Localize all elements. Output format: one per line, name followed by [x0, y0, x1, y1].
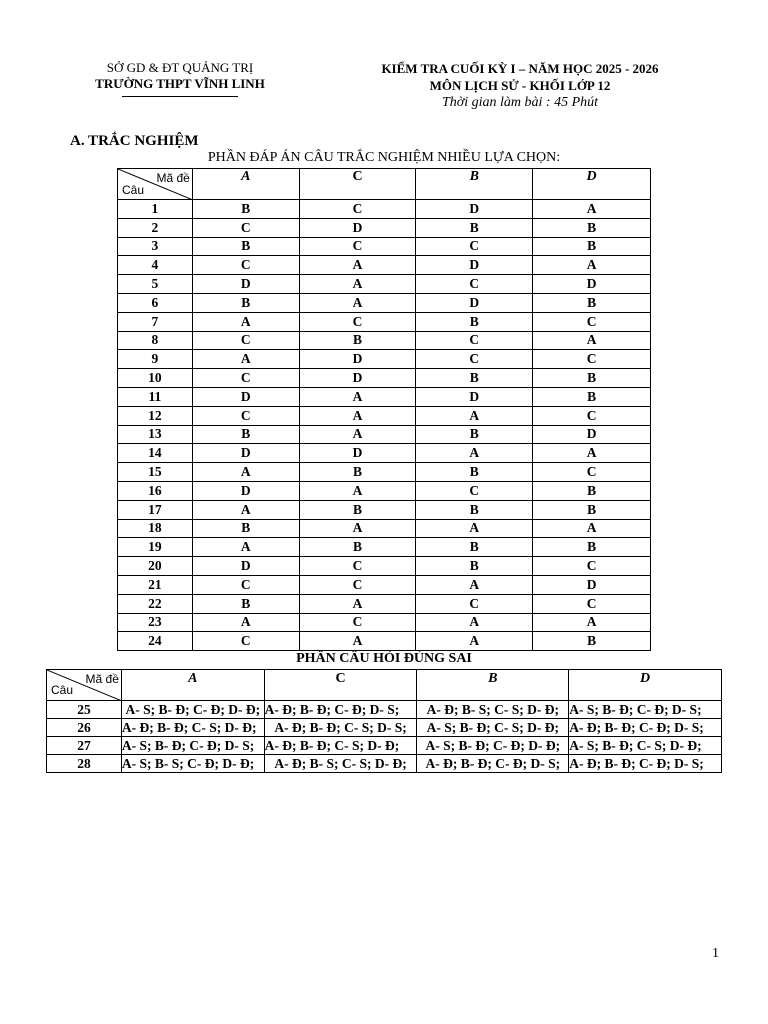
answer-cell: B — [192, 519, 299, 538]
true-false-table — [46, 669, 722, 773]
answer-cell: B — [299, 538, 416, 557]
table-row — [47, 755, 722, 773]
code-header: C — [299, 169, 416, 200]
answer-cell: B — [533, 218, 651, 237]
table-row — [118, 538, 651, 557]
answer-cell: A — [192, 463, 299, 482]
mcq-answer-table — [117, 168, 651, 651]
answer-cell: A — [416, 632, 533, 651]
question-number: 7 — [118, 312, 193, 331]
answer-cell: A- S; B- Đ; C- Đ; D- Đ; — [121, 701, 264, 719]
answer-cell: B — [416, 463, 533, 482]
question-number: 5 — [118, 275, 193, 294]
answer-cell: C — [416, 481, 533, 500]
answer-cell: A — [192, 500, 299, 519]
answer-cell: D — [192, 557, 299, 576]
question-number: 13 — [118, 425, 193, 444]
mcq-caption: PHẦN ĐÁP ÁN CÂU TRẮC NGHIỆM NHIỀU LỰA CHỌN: — [207, 150, 561, 165]
answer-cell: A- Đ; B- Đ; C- S; D- Đ; — [264, 737, 417, 755]
table-row — [118, 632, 651, 651]
answer-cell: D — [533, 575, 651, 594]
answer-cell: D — [533, 275, 651, 294]
answer-cell: A- Đ; B- Đ; C- Đ; D- S; — [417, 755, 569, 773]
question-number: 27 — [47, 737, 122, 755]
answer-cell: D — [299, 444, 416, 463]
answer-cell: B — [533, 293, 651, 312]
table-row — [118, 218, 651, 237]
exam-time: Thời gian làm bài : 45 Phút — [441, 95, 599, 110]
question-number: 3 — [118, 237, 193, 256]
mcq-header-row — [118, 169, 651, 200]
answer-cell: C — [416, 237, 533, 256]
answer-cell: C — [192, 369, 299, 388]
table-row — [118, 463, 651, 482]
question-number: 8 — [118, 331, 193, 350]
answer-cell: C — [533, 557, 651, 576]
answer-cell: C — [192, 256, 299, 275]
question-number: 19 — [118, 538, 193, 557]
answer-cell: C — [533, 463, 651, 482]
exam-header — [330, 60, 710, 111]
answer-cell: A — [192, 312, 299, 331]
answer-cell: C — [416, 594, 533, 613]
table-row — [118, 500, 651, 519]
question-number: 4 — [118, 256, 193, 275]
answer-cell: B — [192, 293, 299, 312]
answer-cell: A- Đ; B- S; C- S; D- Đ; — [417, 701, 569, 719]
table-row — [118, 331, 651, 350]
question-number: 16 — [118, 481, 193, 500]
question-number: 1 — [118, 200, 193, 219]
table-row — [118, 350, 651, 369]
tf-caption: PHẦN CÂU HỎI ĐÚNG SAI — [296, 651, 472, 666]
answer-cell: C — [533, 312, 651, 331]
code-header: A — [192, 169, 299, 200]
answer-cell: C — [416, 331, 533, 350]
answer-cell: A — [416, 444, 533, 463]
answer-cell: A- S; B- S; C- Đ; D- Đ; — [121, 755, 264, 773]
answer-cell: A — [192, 538, 299, 557]
school-name: TRƯỜNG THPT VĨNH LINH — [95, 76, 265, 91]
corner-cell — [118, 169, 193, 200]
question-number: 10 — [118, 369, 193, 388]
answer-cell: D — [192, 275, 299, 294]
answer-cell: A — [299, 387, 416, 406]
answer-cell: A — [299, 481, 416, 500]
answer-cell: D — [192, 387, 299, 406]
table-row — [118, 519, 651, 538]
answer-cell: C — [299, 557, 416, 576]
answer-cell: A — [533, 613, 651, 632]
department-name: SỞ GD & ĐT QUẢNG TRỊ — [106, 60, 254, 75]
corner-label-question: Câu — [51, 683, 74, 697]
question-number: 17 — [118, 500, 193, 519]
table-row — [118, 481, 651, 500]
answer-cell: B — [299, 500, 416, 519]
answer-cell: B — [299, 331, 416, 350]
answer-cell: D — [416, 387, 533, 406]
answer-cell: D — [416, 293, 533, 312]
code-header: A — [121, 670, 264, 701]
question-number: 11 — [118, 387, 193, 406]
answer-cell: A — [192, 350, 299, 369]
corner-label-code: Mã đề — [85, 672, 119, 686]
answer-cell: C — [299, 575, 416, 594]
answer-cell: A — [416, 406, 533, 425]
question-number: 25 — [47, 701, 122, 719]
answer-cell: A- Đ; B- Đ; C- Đ; D- S; — [569, 755, 722, 773]
answer-cell: C — [299, 237, 416, 256]
answer-cell: B — [416, 312, 533, 331]
answer-cell: B — [416, 500, 533, 519]
question-number: 15 — [118, 463, 193, 482]
answer-cell: D — [416, 256, 533, 275]
table-row — [118, 387, 651, 406]
table-row — [118, 613, 651, 632]
answer-cell: B — [533, 481, 651, 500]
answer-cell: A- Đ; B- Đ; C- Đ; D- S; — [569, 719, 722, 737]
answer-cell: C — [299, 613, 416, 632]
answer-cell: A — [192, 613, 299, 632]
answer-cell: C — [192, 406, 299, 425]
answer-cell: B — [299, 463, 416, 482]
answer-cell: C — [192, 575, 299, 594]
answer-cell: B — [533, 538, 651, 557]
table-row — [118, 369, 651, 388]
question-number: 28 — [47, 755, 122, 773]
table-row — [118, 312, 651, 331]
answer-cell: B — [192, 425, 299, 444]
answer-cell: A — [299, 519, 416, 538]
question-number: 23 — [118, 613, 193, 632]
corner-cell — [47, 670, 122, 701]
answer-cell: A — [416, 575, 533, 594]
table-row — [118, 594, 651, 613]
answer-cell: C — [533, 350, 651, 369]
answer-cell: C — [192, 218, 299, 237]
answer-cell: A- Đ; B- S; C- S; D- Đ; — [264, 755, 417, 773]
answer-cell: B — [533, 369, 651, 388]
answer-cell: C — [416, 350, 533, 369]
answer-cell: A- S; B- Đ; C- S; D- Đ; — [417, 719, 569, 737]
answer-cell: D — [192, 444, 299, 463]
answer-cell: A — [533, 519, 651, 538]
answer-cell: A — [416, 519, 533, 538]
table-row — [118, 557, 651, 576]
answer-cell: D — [416, 200, 533, 219]
code-header: B — [416, 169, 533, 200]
answer-cell: D — [299, 369, 416, 388]
answer-cell: A — [299, 256, 416, 275]
answer-cell: D — [533, 425, 651, 444]
section-title: A. TRẮC NGHIỆM — [70, 133, 199, 149]
table-row — [118, 256, 651, 275]
answer-cell: B — [192, 594, 299, 613]
table-row — [118, 293, 651, 312]
answer-cell: B — [192, 200, 299, 219]
answer-cell: D — [192, 481, 299, 500]
corner-label-question: Câu — [122, 183, 145, 197]
table-row — [47, 737, 722, 755]
answer-cell: D — [299, 218, 416, 237]
page-number: 1 — [712, 946, 719, 961]
answer-cell: A- Đ; B- Đ; C- S; D- S; — [264, 719, 417, 737]
code-header: D — [533, 169, 651, 200]
question-number: 12 — [118, 406, 193, 425]
answer-cell: B — [533, 500, 651, 519]
answer-cell: A — [533, 331, 651, 350]
question-number: 9 — [118, 350, 193, 369]
question-number: 21 — [118, 575, 193, 594]
code-header: D — [569, 670, 722, 701]
answer-cell: A — [299, 406, 416, 425]
answer-cell: A — [299, 275, 416, 294]
table-row — [118, 200, 651, 219]
answer-cell: C — [533, 594, 651, 613]
answer-cell: C — [192, 331, 299, 350]
answer-cell: B — [533, 237, 651, 256]
answer-cell: B — [416, 538, 533, 557]
code-header: C — [264, 670, 417, 701]
answer-cell: B — [416, 218, 533, 237]
answer-cell: A — [533, 200, 651, 219]
answer-cell: B — [416, 557, 533, 576]
answer-cell: C — [299, 200, 416, 219]
question-number: 14 — [118, 444, 193, 463]
exam-title: KIỂM TRA CUỐI KỲ I – NĂM HỌC 2025 - 2026 — [381, 61, 659, 76]
answer-cell: C — [533, 406, 651, 425]
answer-cell: A- S; B- Đ; C- Đ; D- Đ; — [417, 737, 569, 755]
question-number: 2 — [118, 218, 193, 237]
answer-cell: D — [299, 350, 416, 369]
question-number: 20 — [118, 557, 193, 576]
question-number: 24 — [118, 632, 193, 651]
answer-cell: A — [416, 613, 533, 632]
code-header: B — [417, 670, 569, 701]
answer-cell: A- S; B- Đ; C- Đ; D- S; — [569, 701, 722, 719]
question-number: 6 — [118, 293, 193, 312]
answer-cell: A — [533, 444, 651, 463]
answer-cell: B — [533, 387, 651, 406]
answer-cell: B — [533, 632, 651, 651]
question-number: 26 — [47, 719, 122, 737]
question-number: 18 — [118, 519, 193, 538]
header-underline — [122, 96, 238, 97]
answer-cell: A- S; B- Đ; C- Đ; D- S; — [121, 737, 264, 755]
table-row — [47, 701, 722, 719]
school-header — [70, 60, 290, 97]
answer-cell: A — [533, 256, 651, 275]
table-row — [118, 575, 651, 594]
tf-header-row — [47, 670, 722, 701]
answer-cell: C — [416, 275, 533, 294]
answer-cell: A — [299, 425, 416, 444]
table-row — [118, 444, 651, 463]
table-row — [118, 406, 651, 425]
answer-cell: C — [299, 312, 416, 331]
answer-cell: A- Đ; B- Đ; C- S; D- Đ; — [121, 719, 264, 737]
table-row — [118, 237, 651, 256]
answer-cell: A — [299, 594, 416, 613]
answer-cell: A- Đ; B- Đ; C- Đ; D- S; — [264, 701, 417, 719]
table-row — [47, 719, 722, 737]
question-number: 22 — [118, 594, 193, 613]
answer-cell: B — [192, 237, 299, 256]
answer-cell: B — [416, 369, 533, 388]
table-row — [118, 275, 651, 294]
exam-subject: MÔN LỊCH SỬ - KHỐI LỚP 12 — [429, 78, 611, 93]
table-row — [118, 425, 651, 444]
answer-cell: A — [299, 293, 416, 312]
corner-label-code: Mã đề — [156, 171, 190, 185]
answer-cell: C — [192, 632, 299, 651]
answer-cell: A- S; B- Đ; C- S; D- Đ; — [569, 737, 722, 755]
answer-cell: A — [299, 632, 416, 651]
answer-cell: B — [416, 425, 533, 444]
